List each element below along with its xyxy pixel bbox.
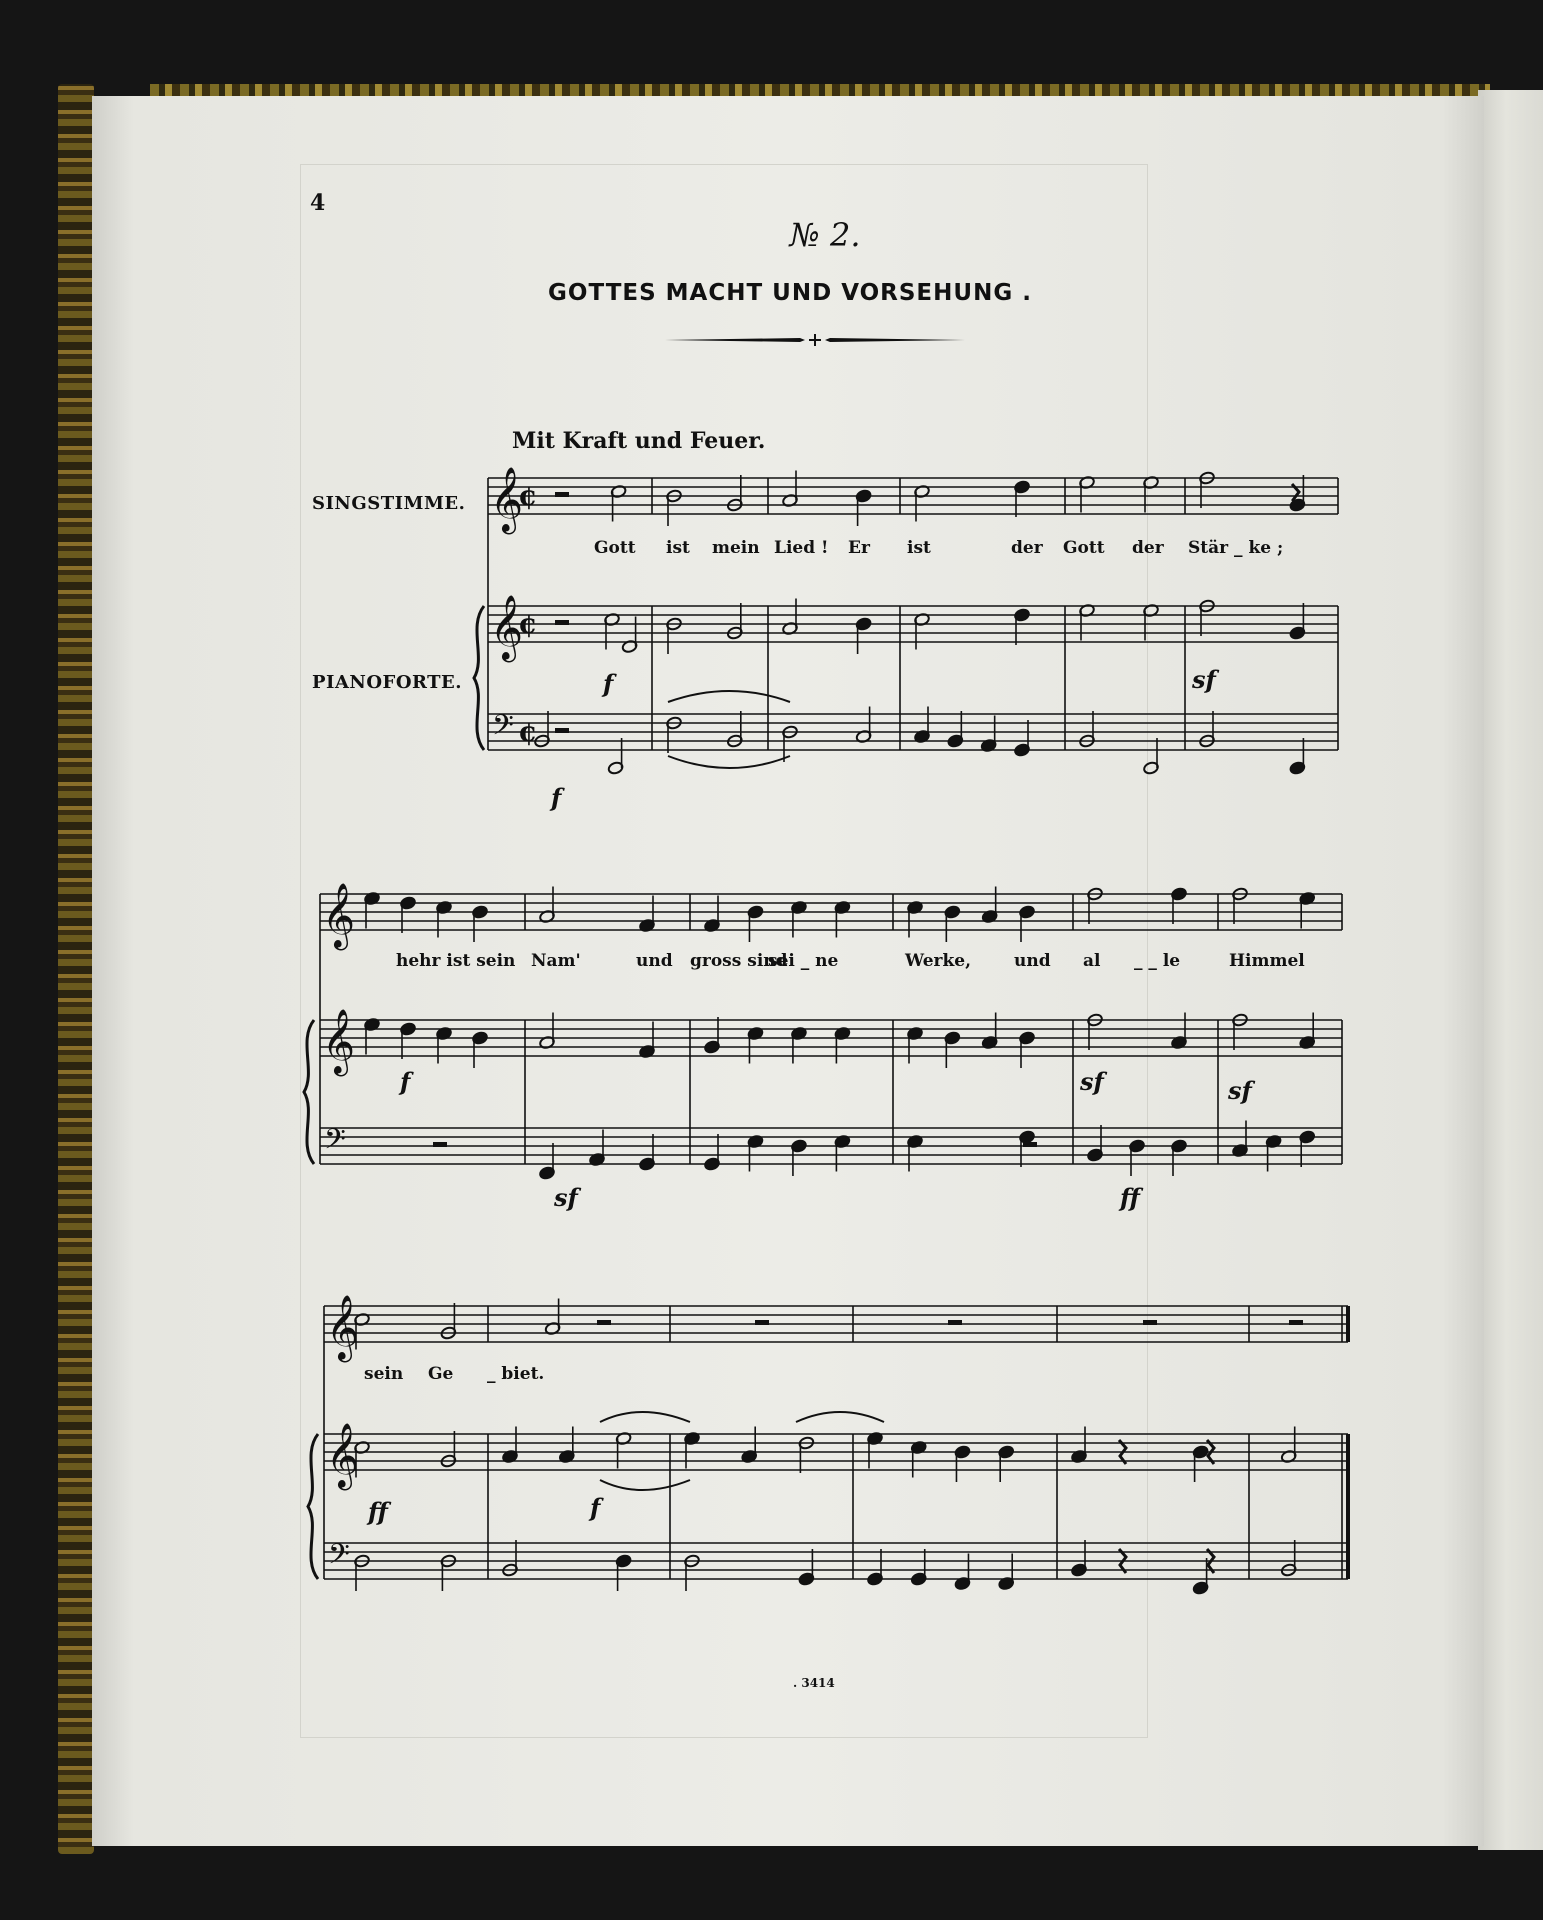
dynamic-marking: sf	[1080, 1067, 1104, 1096]
half-rest-icon	[555, 492, 569, 497]
treble-clef-icon: 𝄞	[326, 1295, 360, 1360]
half-rest-icon	[1143, 1320, 1157, 1325]
lyric-syllable: und	[1014, 951, 1051, 971]
treble-clef-icon: 𝄞	[490, 595, 524, 660]
lyric-syllable: und	[636, 951, 673, 971]
lyric-syllable: hehr ist sein	[396, 951, 516, 971]
lyric-syllable: al	[1083, 951, 1101, 971]
song-title: GOTTES MACHT UND VORSEHUNG .	[548, 280, 1032, 306]
tie-slur	[668, 691, 790, 702]
piano-brace-icon	[474, 606, 484, 750]
half-rest-icon	[597, 1320, 611, 1325]
lyric-syllable: der	[1011, 538, 1043, 558]
lyric-syllable: ist	[666, 538, 690, 558]
lyric-syllable: gross sind	[690, 951, 788, 971]
lyric-syllable: Werke,	[905, 951, 971, 971]
dynamic-marking: ff	[368, 1497, 388, 1526]
tie-slur	[796, 1412, 884, 1422]
piano-brace-icon	[308, 1434, 318, 1579]
lyric-syllable: _ biet.	[487, 1364, 545, 1384]
piano-brace-icon	[304, 1020, 314, 1164]
tie-slur	[600, 1412, 690, 1422]
cut-time-icon: ¢	[518, 607, 538, 640]
treble-clef-icon: 𝄞	[322, 1009, 356, 1074]
treble-clef-icon: 𝄞	[322, 883, 356, 948]
dynamic-marking: sf	[554, 1183, 578, 1212]
lyric-syllable: Himmel	[1229, 951, 1305, 971]
lyric-syllable: Nam'	[531, 951, 581, 971]
half-rest-icon	[948, 1320, 962, 1325]
tie-slur	[600, 1480, 690, 1490]
dynamic-marking: ff	[1120, 1183, 1140, 1212]
half-rest-icon	[433, 1142, 447, 1147]
lyric-syllable: mein	[712, 538, 760, 558]
tie-slur	[668, 756, 790, 768]
lyric-syllable: sei _ ne	[768, 951, 839, 971]
dynamic-marking: f	[603, 669, 614, 698]
lyric-syllable: Er	[848, 538, 870, 558]
dynamic-marking: f	[400, 1067, 411, 1096]
half-rest-icon	[1289, 1320, 1303, 1325]
half-rest-icon	[755, 1320, 769, 1325]
piano-part-label: PIANOFORTE.	[312, 672, 463, 693]
page-number: 4	[310, 190, 326, 216]
dynamic-marking: sf	[1228, 1076, 1252, 1105]
piece-number: № 2.	[789, 216, 861, 254]
bass-clef-icon: 𝄢	[324, 1123, 346, 1163]
half-rest-icon	[1023, 1142, 1037, 1147]
lyric-syllable: Stär _ ke ;	[1188, 538, 1284, 558]
treble-clef-icon: 𝄞	[326, 1423, 360, 1488]
tempo-marking: Mit Kraft und Feuer.	[512, 428, 766, 454]
lyric-syllable: Ge	[428, 1364, 454, 1384]
bass-clef-icon: 𝄢	[328, 1538, 350, 1578]
lyric-syllable: Lied !	[774, 538, 829, 558]
lyric-syllable: der	[1132, 538, 1164, 558]
cut-time-icon: ¢	[518, 715, 538, 748]
lyric-syllable: Gott	[1063, 538, 1105, 558]
half-rest-icon	[555, 728, 569, 733]
lyric-syllable: ist	[907, 538, 931, 558]
lyric-syllable: _ _ le	[1134, 951, 1181, 971]
bass-clef-icon: 𝄢	[492, 709, 514, 749]
dynamic-marking: f	[551, 783, 562, 812]
plate-number: . 3414	[793, 1676, 835, 1690]
cut-time-icon: ¢	[518, 479, 538, 512]
voice-part-label: SINGSTIMME.	[312, 493, 466, 514]
half-rest-icon	[555, 620, 569, 625]
lyric-syllable: Gott	[594, 538, 636, 558]
lyric-syllable: sein	[364, 1364, 404, 1384]
dynamic-marking: sf	[1192, 665, 1216, 694]
treble-clef-icon: 𝄞	[490, 467, 524, 532]
dynamic-marking: f	[590, 1493, 601, 1522]
